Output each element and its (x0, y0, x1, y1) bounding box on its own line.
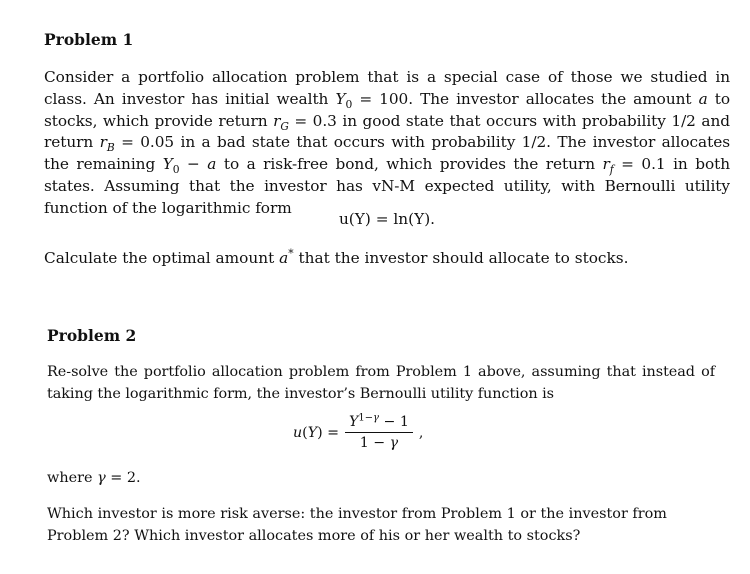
crra-utility-equation: u(Y) = $\frac{Y^{1-\gamma} - 1}{1 - \gamma}$ , (293, 412, 424, 451)
gamma-definition: where γ = 2. (47, 470, 141, 486)
log-utility-equation: u(Y) = ln(Y). (338, 210, 436, 228)
problem-1-section (44, 30, 731, 267)
problem-1-title: Problem 1 (44, 30, 134, 49)
problem-2-section (47, 326, 715, 544)
problem-2-intro: Re-solve the portfolio allocation problem from Problem 1 above, assuming that instead of taking the logarithmic form, the investor’s Bernoulli utility function is (47, 364, 715, 402)
problem-2-title: Problem 2 (47, 326, 137, 345)
problem-1-body: Consider a portfolio allocation problem that is a special case of those we studied in class. An investor has initial wealth $Y_0 = 100$. The investor allocates the amount a to stocks, which provide return $r_G = 0.3$ in good state that occurs with probability 1/2 and return $r_B = 0.05$ in a bad state that occurs with probability 1/2. The investor allocates the remaining $Y_0 - a$ to a risk-free bond, which provides the return $r_f = 0.1$ in both states. Assuming that the investor has vN-M expected utility, with Bernoulli utility function of the logarithmic form (44, 68, 731, 217)
problem-2-question: Which investor is more risk averse: the investor from Problem 1 or the investor from Problem 2? Which investor allocates more of his or her wealth to stocks? (47, 506, 667, 544)
problem-1-question: Calculate the optimal amount a* that the investor should allocate to stocks. (44, 246, 629, 267)
